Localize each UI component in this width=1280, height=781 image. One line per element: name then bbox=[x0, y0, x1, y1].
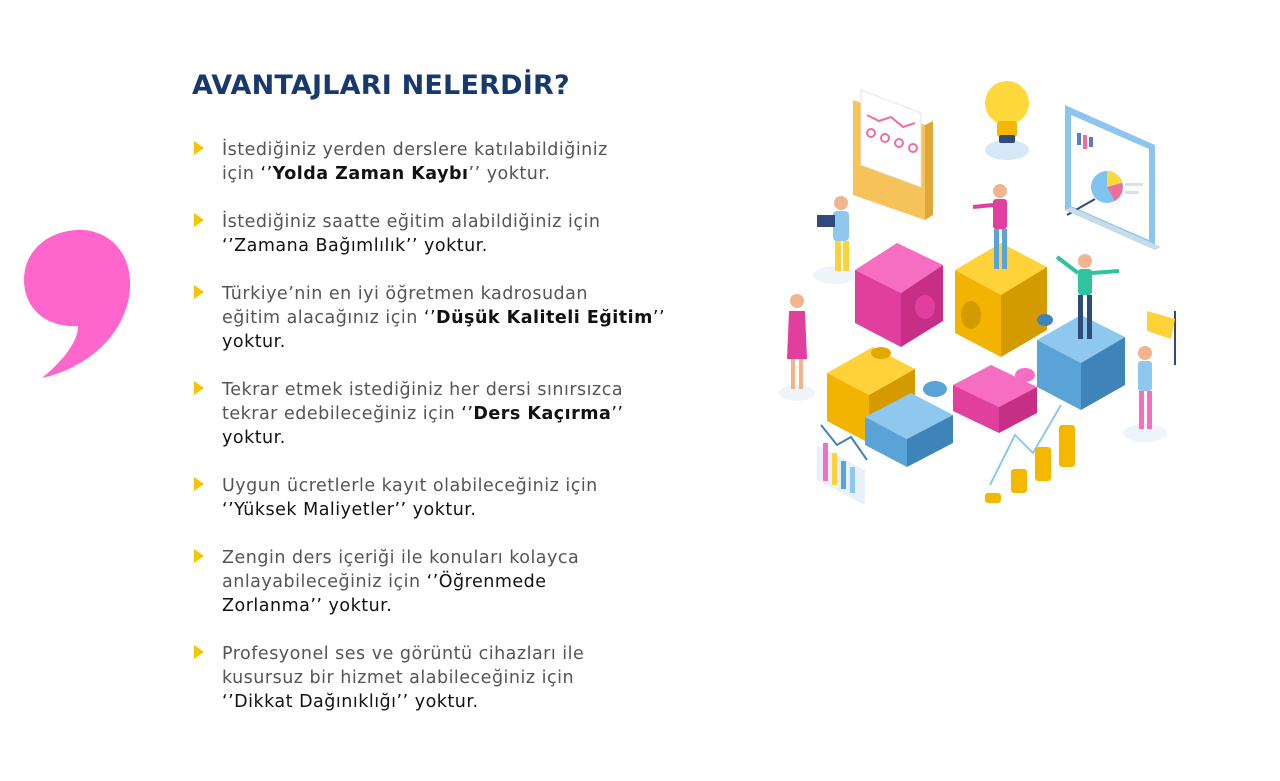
benefit-text-part: Türkiye’nin en iyi öğretmen kadrosudan bbox=[222, 284, 588, 304]
benefit-text bbox=[222, 282, 692, 354]
benefit-text-part: anlayabileceğiniz için bbox=[222, 572, 427, 592]
benefit-text-part: tekrar edebileceğiniz için bbox=[222, 404, 462, 424]
benefit-text-part: Ders Kaçırma bbox=[473, 404, 612, 424]
page-title: AVANTAJLARI NELERDİR? bbox=[192, 70, 570, 101]
benefit-line bbox=[222, 570, 692, 594]
benefit-line bbox=[222, 498, 692, 522]
benefit-text-part: Zengin ders içeriği ile konuları kolayca bbox=[222, 548, 580, 568]
benefit-line bbox=[222, 426, 692, 450]
benefit-text-part: Tekrar etmek istediğiniz her dersi sınırsızca bbox=[222, 380, 624, 400]
benefit-text bbox=[222, 210, 692, 258]
benefit-line bbox=[222, 330, 692, 354]
triangle-right-icon bbox=[194, 645, 204, 659]
person-with-laptop bbox=[817, 196, 849, 271]
benefit-text-part: İstediğiniz saatte eğitim alabildiğiniz için bbox=[222, 212, 601, 232]
benefit-text-part: ‘’Yüksek Maliyetler’’ yoktur. bbox=[222, 500, 477, 520]
benefit-text bbox=[222, 642, 692, 714]
person-with-flag bbox=[1138, 311, 1175, 429]
benefit-text-part: Uygun ücretlerle kayıt olabileceğiniz için bbox=[222, 476, 598, 496]
benefit-text bbox=[222, 138, 692, 186]
benefit-line bbox=[222, 162, 692, 186]
benefit-text-part: ’’ bbox=[611, 404, 624, 424]
benefit-text-part: ‘’Zamana Bağımlılık’’ yoktur. bbox=[222, 236, 488, 256]
teamwork-puzzle-illustration bbox=[775, 75, 1195, 520]
comma-quote-icon bbox=[22, 228, 134, 380]
benefit-line bbox=[222, 234, 692, 258]
person-woman-left bbox=[787, 294, 807, 389]
benefit-line bbox=[222, 402, 692, 426]
benefit-text-part: Düşük Kaliteli Eğitim bbox=[436, 308, 653, 328]
benefit-line bbox=[222, 210, 692, 234]
benefit-text-part: yoktur. bbox=[222, 428, 286, 448]
benefit-text-part: kusursuz bir hizmet alabileceğiniz için bbox=[222, 668, 575, 688]
benefit-line bbox=[222, 138, 692, 162]
benefit-line bbox=[222, 378, 692, 402]
benefit-text-part: ’’ yoktur. bbox=[468, 164, 551, 184]
clipboard-icon bbox=[853, 90, 933, 220]
benefit-line bbox=[222, 474, 692, 498]
presentation-screen-icon bbox=[1065, 105, 1161, 250]
triangle-right-icon bbox=[194, 477, 204, 491]
triangle-right-icon bbox=[194, 549, 204, 563]
benefit-text-part: ‘’ bbox=[461, 404, 474, 424]
benefit-line bbox=[222, 642, 692, 666]
benefit-text bbox=[222, 546, 692, 618]
benefit-text-part: ‘’ bbox=[423, 308, 437, 328]
benefit-text bbox=[222, 474, 692, 522]
benefit-text-part: ‘’Dikkat Dağınıklığı’’ yoktur. bbox=[222, 692, 479, 712]
puzzle-piece-yellow-upper bbox=[955, 243, 1047, 357]
benefit-line bbox=[222, 546, 692, 570]
benefit-line bbox=[222, 666, 692, 690]
triangle-right-icon bbox=[194, 141, 204, 155]
benefit-text-part: ‘’Öğrenmede bbox=[426, 572, 547, 592]
triangle-right-icon bbox=[194, 213, 204, 227]
benefit-line bbox=[222, 282, 692, 306]
puzzle-piece-pink-small bbox=[953, 365, 1037, 433]
benefit-text-part: ‘’ bbox=[260, 164, 273, 184]
lightbulb-icon bbox=[985, 81, 1029, 160]
triangle-right-icon bbox=[194, 285, 204, 299]
benefit-text-part: ’’ bbox=[652, 308, 666, 328]
benefit-text-part: yoktur. bbox=[222, 332, 286, 352]
benefit-text-part: Yolda Zaman Kaybı bbox=[272, 164, 469, 184]
puzzle-piece-pink bbox=[855, 243, 943, 347]
benefit-text-part: İstediğiniz yerden derslere katılabildiğiniz bbox=[222, 140, 608, 160]
triangle-right-icon bbox=[194, 381, 204, 395]
benefit-text-part: Profesyonel ses ve görüntü cihazları ile bbox=[222, 644, 585, 664]
benefit-line bbox=[222, 690, 692, 714]
benefit-text-part: Zorlanma’’ yoktur. bbox=[222, 596, 393, 616]
benefit-text bbox=[222, 378, 692, 450]
benefit-text-part: için bbox=[222, 164, 261, 184]
benefit-line bbox=[222, 594, 692, 618]
benefit-text-part: eğitim alacağınız için bbox=[222, 308, 424, 328]
benefit-line bbox=[222, 306, 692, 330]
